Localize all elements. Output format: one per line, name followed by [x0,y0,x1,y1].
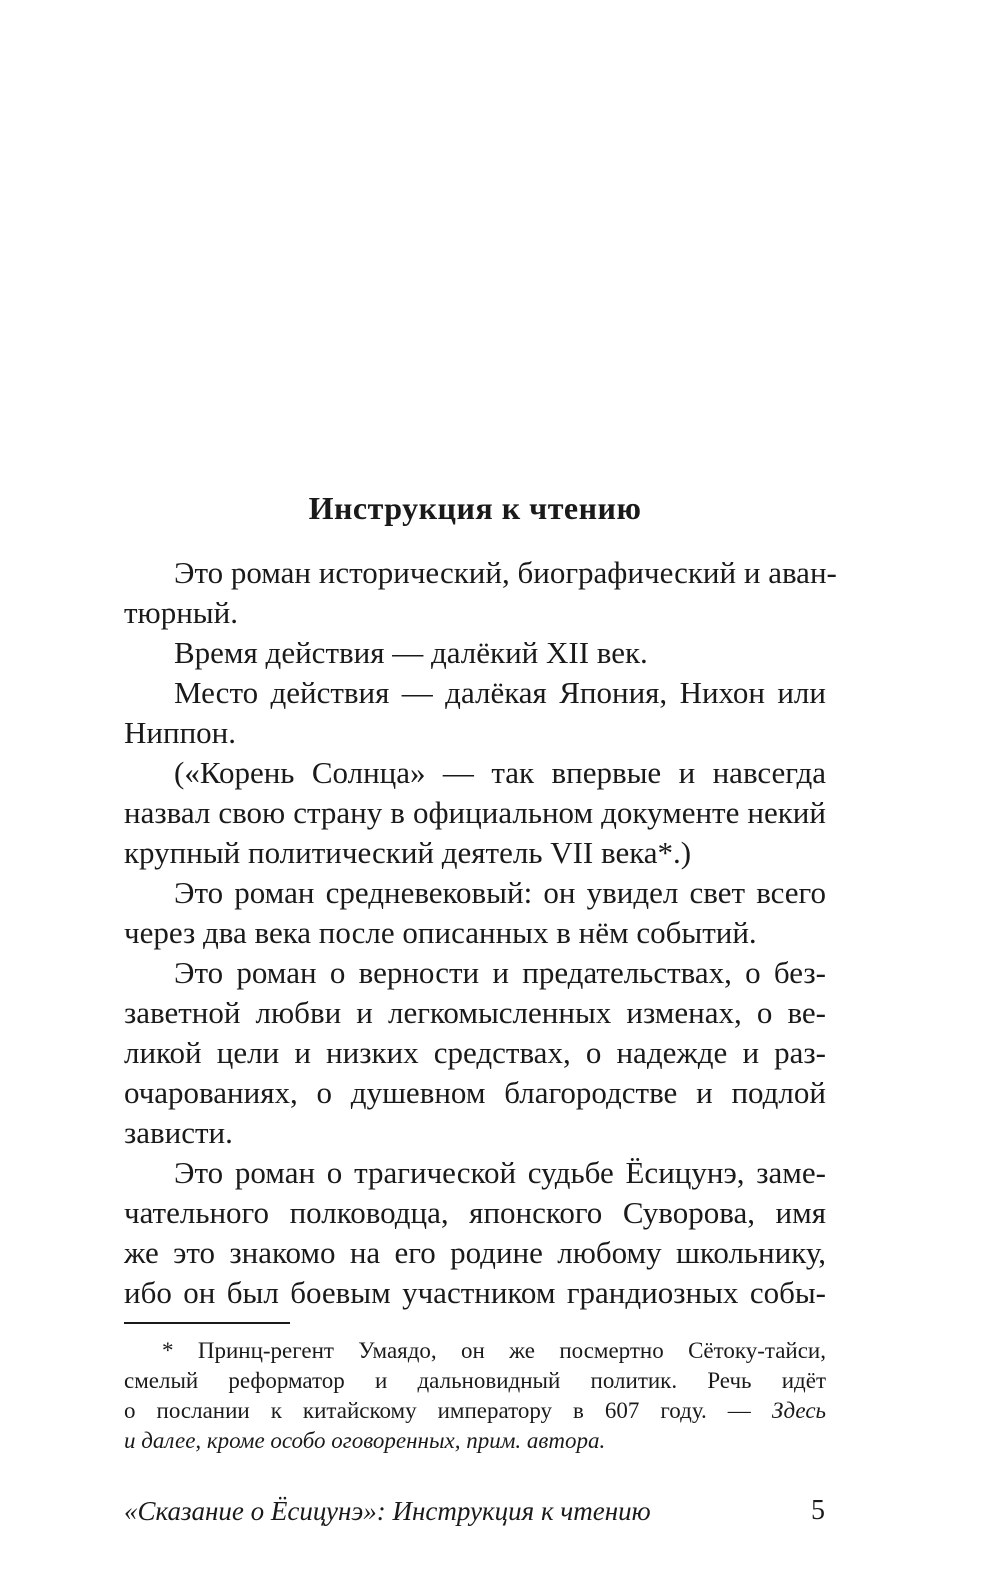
body-line: Это роман о трагической судьбе Ёсицунэ, заме- [174,1155,826,1190]
body-line: чательного полководца, японского Суворова, имя [124,1195,826,1230]
footnote-line: * Принц-регент Умаядо, он же посмертно Сётоку-тайси, [162,1338,826,1363]
body-line: Место действия — далёкая Япония, Нихон или [174,675,826,710]
body-line: Время действия — далёкий XII век. [174,635,648,670]
page-number: 5 [811,1495,825,1526]
footnote-line: и далее, кроме особо оговоренных, прим. автора. [124,1428,606,1453]
body-line: Это роман о верности и предательствах, о без- [174,955,826,990]
body-line: тюрный. [124,595,238,630]
chapter-title: Инструкция к чтению [308,490,642,526]
body-line: через два века после описанных в нём событий. [124,915,757,950]
body-line: же это знакомо на его родине любому школьнику, [124,1235,826,1270]
body-line: назвал свою страну в официальном документе некий [124,795,826,830]
body-line: очарованиях, о душевном благородстве и подлой [124,1075,826,1110]
body-line: заветной любви и легкомысленных изменах, о ве- [124,995,826,1030]
footnote-line [124,1396,826,1426]
running-footer: «Сказание о Ёсицунэ»: Инструкция к чтению [124,1496,651,1526]
footnote-rule [124,1322,290,1324]
body-line: ликой цели и низких средствах, о надежде и раз- [124,1035,826,1070]
body-line: крупный политический деятель VII века*.) [124,835,692,870]
footnote-italic-text: Здесь [771,1398,826,1423]
body-line: ибо он был боевым участником грандиозных собы- [124,1275,826,1310]
body-line: («Корень Солнца» — так впервые и навсегда [174,755,826,790]
footnote-line: смелый реформатор и дальновидный политик. Речь идёт [124,1368,826,1393]
footnote-text: о послании к китайскому императору в 607 году. — [124,1398,772,1423]
body-line: зависти. [124,1115,233,1150]
body-line: Это роман средневековый: он увидел свет всего [174,875,826,910]
body-line: Ниппон. [124,715,236,750]
body-line: Это роман исторический, биографический и аван- [174,555,837,590]
